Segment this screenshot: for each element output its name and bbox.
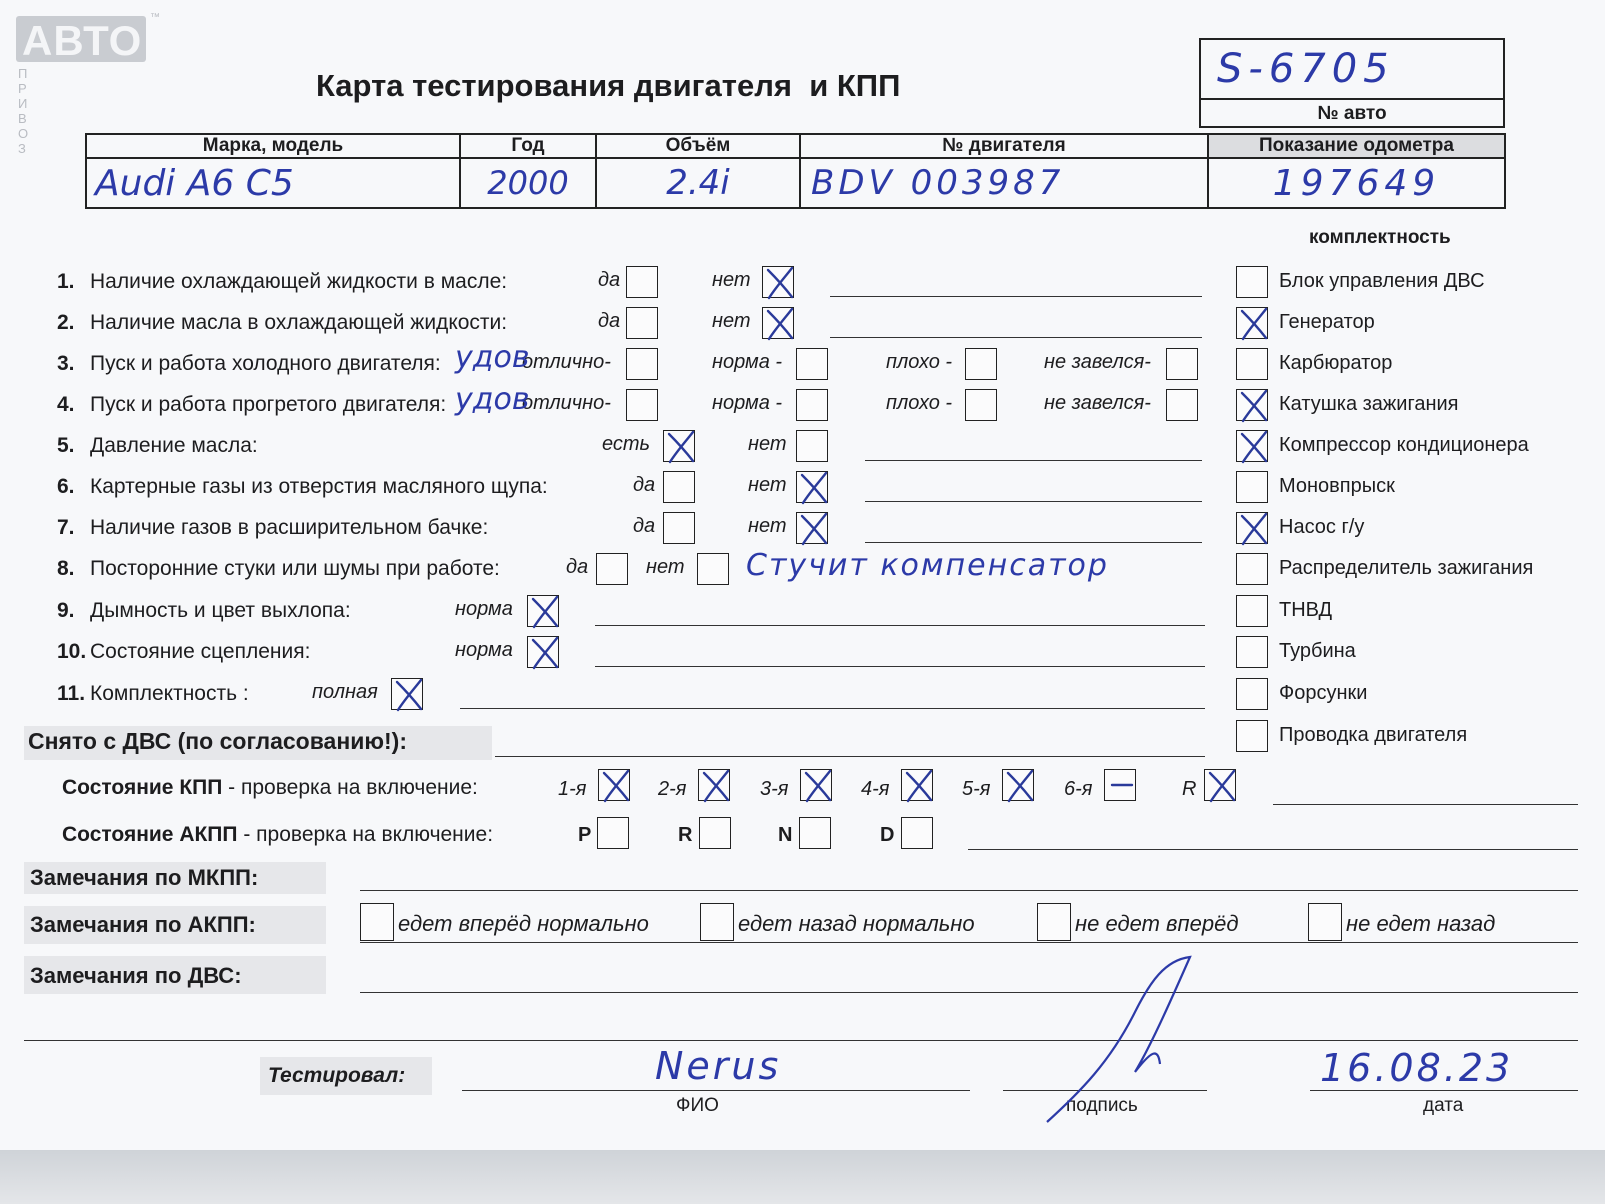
question-3-option-label: норма -	[712, 351, 783, 373]
question-2-comment-line	[830, 337, 1202, 338]
question-5-text: Давление масла:	[90, 434, 258, 457]
question-7-number: 7.	[57, 516, 75, 539]
question-3-option-label: отлично-	[522, 351, 611, 373]
question-1-option-checkbox[interactable]	[626, 266, 658, 298]
kit-checkbox[interactable]	[1236, 430, 1268, 462]
x-mark-icon	[761, 264, 799, 302]
kpp-gear-label: 3-я	[760, 778, 789, 800]
x-mark-icon	[1235, 305, 1273, 343]
x-mark-icon	[697, 767, 735, 805]
car-number-value: S-6705	[1217, 46, 1395, 92]
kpp-gear-label: 4-я	[861, 778, 890, 800]
question-3-number: 3.	[57, 352, 75, 375]
question-4-option-checkbox[interactable]	[965, 389, 997, 421]
kit-checkbox[interactable]	[1236, 266, 1268, 298]
kit-item-label: Катушка зажигания	[1279, 393, 1459, 415]
kit-checkbox[interactable]	[1236, 389, 1268, 421]
x-mark-icon	[390, 676, 428, 714]
kit-item-label: Генератор	[1279, 311, 1375, 333]
question-4-option-label: не завелся-	[1044, 392, 1151, 414]
question-1-text: Наличие охлаждающей жидкости в масле:	[90, 270, 508, 293]
kpp-gear-checkbox[interactable]	[901, 769, 933, 801]
question-3-option-checkbox[interactable]	[965, 348, 997, 380]
x-mark-icon	[795, 469, 833, 507]
kit-item-label: Распределитель зажигания	[1279, 557, 1534, 579]
x-mark-icon	[761, 305, 799, 343]
caption-date: дата	[1423, 1095, 1464, 1116]
question-4-option-label: норма -	[712, 392, 783, 414]
question-7-option-label: нет	[748, 515, 787, 537]
akpp-position-checkbox[interactable]	[597, 817, 629, 849]
question-1-comment-line	[830, 296, 1202, 297]
question-8-option-checkbox[interactable]	[596, 553, 628, 585]
make-model-value: Audi A6 C5	[86, 158, 460, 208]
question-4-number: 4.	[57, 393, 75, 416]
akpp-position-label: D	[880, 824, 895, 846]
x-mark-icon	[1203, 767, 1241, 805]
question-7-option-label: да	[633, 515, 656, 537]
question-5-option-label: нет	[748, 433, 787, 455]
kit-item-label: Моновпрыск	[1279, 475, 1395, 497]
question-9-comment-line	[595, 625, 1205, 626]
remarks-akpp-label: Замечания по АКПП:	[30, 912, 256, 937]
kpp-label: Состояние КПП - проверка на включение:	[62, 776, 478, 799]
question-11-option-checkbox[interactable]	[391, 678, 423, 710]
kit-item-label: Форсунки	[1279, 682, 1368, 704]
question-1-option-checkbox[interactable]	[762, 266, 794, 298]
question-5-option-checkbox[interactable]	[796, 430, 828, 462]
question-6-option-label: да	[633, 474, 656, 496]
test-card-sheet: АВТО ™ П Р И В О З Карта тестирования двигателя и КПП S-6705 № авто Марка, модель Год Объём № двигателя Показание одометра Audi A6 C5 2000 2.4i BDV 003987 197649 комплектность Снято с ДВС (по согласованию!): Состояние КПП - проверка на включение: Состояние АКПП - проверка на включение: Замечания по МКПП: Замечания по АКПП: Замечания по ДВС: Тестировал: Nerus ФИО подпись 16.08.23 дата 1. Наличие охлаждающей жидкости в масле: да нет 2. Наличие масла в охлаждающей жидкости: да нет 3. Пуск и работа холодного двигателя: отлично- норма - плохо - не завелся- 4. Пуск и работа прогретого двигателя: отлично- норма - плохо - не завелся- 5. Давление масла: есть нет 6. Картерные газы из отверстия масляного щупа: да нет 7. Наличие газов в расширительном бачке: да нет 8. Посторонние стуки или шумы при работе: да нет 9. Дымность и цвет выхлопа: норма 10. Состояние сцепления: норма 11. Комплектность : полная удов удов Стучит компенсатор Блок управления ДВС Генератор Карбюратор Катушка зажигания Компрессор кондиционера Моновпрыск Насос г/у Распределитель зажигания ТНВД Турбина Форсунки Проводка двигателя 1-я 2-я 3-я 4-я 5-я 6-я R P R N D едет вперёд нормально едет назад нормально не едет вперёд не едет назад	[0, 0, 1605, 1160]
x-mark-icon	[795, 510, 833, 548]
kit-item-label: Турбина	[1279, 640, 1356, 662]
question-5-comment-line	[865, 460, 1202, 461]
question-2-option-label: нет	[712, 310, 751, 332]
col-engine-number: № двигателя	[800, 134, 1208, 158]
x-mark-icon	[526, 593, 564, 631]
question-3-option-checkbox[interactable]	[1166, 348, 1198, 380]
question-3-handwritten-note: удов	[455, 340, 530, 375]
question-6-comment-line	[865, 501, 1202, 502]
question-9-option-checkbox[interactable]	[527, 595, 559, 627]
question-6-option-checkbox[interactable]	[796, 471, 828, 503]
question-3-option-label: не завелся-	[1044, 351, 1151, 373]
kit-title: комплектность	[1309, 227, 1451, 248]
kpp-gear-checkbox[interactable]	[1104, 769, 1136, 801]
question-5-option-label: есть	[602, 433, 651, 455]
car-number-label: № авто	[1317, 103, 1387, 124]
question-3-option-checkbox[interactable]	[626, 348, 658, 380]
kpp-gear-checkbox[interactable]	[698, 769, 730, 801]
akpp-label: Состояние АКПП - проверка на включение:	[62, 823, 494, 846]
question-2-option-checkbox[interactable]	[762, 307, 794, 339]
kit-checkbox[interactable]	[1236, 636, 1268, 668]
question-8-option-checkbox[interactable]	[697, 553, 729, 585]
question-4-option-checkbox[interactable]	[1166, 389, 1198, 421]
paper-shadow	[0, 1150, 1605, 1204]
akpp-position-label: N	[778, 824, 793, 846]
kit-item-label: ТНВД	[1279, 599, 1333, 621]
question-11-number: 11.	[57, 682, 86, 705]
x-mark-icon	[526, 634, 564, 672]
question-9-number: 9.	[57, 599, 75, 622]
kit-checkbox[interactable]	[1236, 720, 1268, 752]
question-3-option-label: плохо -	[886, 351, 953, 373]
x-mark-icon	[1235, 387, 1273, 425]
question-2-number: 2.	[57, 311, 75, 334]
question-6-text: Картерные газы из отверстия масляного щупа:	[90, 475, 548, 498]
question-4-handwritten-note: удов	[455, 382, 530, 417]
odometer-value: 197649	[1208, 158, 1505, 208]
question-10-option-checkbox[interactable]	[527, 636, 559, 668]
kit-checkbox[interactable]	[1236, 471, 1268, 503]
x-mark-icon	[597, 767, 635, 805]
engine-number-value: BDV 003987	[800, 158, 1208, 208]
question-11-text: Комплектность :	[90, 682, 249, 705]
question-8-text: Посторонние стуки или шумы при работе:	[90, 557, 500, 580]
question-2-text: Наличие масла в охлаждающей жидкости:	[90, 311, 508, 334]
akpp-remark-checkbox[interactable]	[360, 903, 394, 941]
col-volume: Объём	[596, 134, 800, 158]
kpp-gear-checkbox[interactable]	[1002, 769, 1034, 801]
kpp-gear-checkbox[interactable]	[1204, 769, 1236, 801]
tester-name: Nerus	[655, 1044, 782, 1088]
question-2-option-label: да	[598, 310, 621, 332]
vehicle-info-table	[85, 133, 1506, 209]
x-mark-icon	[662, 428, 700, 466]
akpp-remark-label: едет назад нормально	[738, 911, 975, 936]
kpp-gear-checkbox[interactable]	[598, 769, 630, 801]
caption-signature: подпись	[1066, 1095, 1138, 1116]
question-2-option-checkbox[interactable]	[626, 307, 658, 339]
dash-mark-icon	[1103, 767, 1141, 805]
question-1-option-label: нет	[712, 269, 751, 291]
question-5-option-checkbox[interactable]	[663, 430, 695, 462]
question-8-option-label: да	[566, 556, 589, 578]
question-9-text: Дымность и цвет выхлопа:	[90, 599, 351, 622]
question-10-option-label: норма	[455, 639, 513, 661]
akpp-remark-checkbox[interactable]	[700, 903, 734, 941]
kit-checkbox[interactable]	[1236, 512, 1268, 544]
question-8-option-label: нет	[646, 556, 685, 578]
akpp-position-checkbox[interactable]	[799, 817, 831, 849]
kit-item-label: Карбюратор	[1279, 352, 1393, 374]
volume-value: 2.4i	[596, 158, 800, 208]
caption-fio: ФИО	[676, 1095, 719, 1116]
question-9-option-label: норма	[455, 598, 513, 620]
x-mark-icon	[900, 767, 938, 805]
kpp-gear-label: 2-я	[658, 778, 687, 800]
question-4-option-label: отлично-	[522, 392, 611, 414]
kit-checkbox[interactable]	[1236, 307, 1268, 339]
question-10-number: 10.	[57, 640, 87, 663]
question-6-number: 6.	[57, 475, 75, 498]
signature-image	[1040, 952, 1210, 1132]
removed-label: Снято с ДВС (по согласованию!):	[28, 728, 407, 754]
x-mark-icon	[1001, 767, 1039, 805]
kpp-gear-checkbox[interactable]	[800, 769, 832, 801]
question-4-option-label: плохо -	[886, 392, 953, 414]
question-5-number: 5.	[57, 434, 75, 457]
kit-item-label: Насос г/у	[1279, 516, 1365, 538]
question-11-comment-line	[460, 708, 1205, 709]
car-number-box	[1199, 38, 1505, 128]
question-1-number: 1.	[57, 270, 75, 293]
question-10-comment-line	[595, 666, 1205, 667]
question-3-text: Пуск и работа холодного двигателя:	[90, 352, 441, 375]
kit-item-label: Проводка двигателя	[1279, 724, 1468, 746]
question-10-text: Состояние сцепления:	[90, 640, 311, 663]
akpp-position-checkbox[interactable]	[699, 817, 731, 849]
akpp-remark-label: не едет назад	[1346, 911, 1496, 936]
kpp-gear-label: 1-я	[558, 778, 587, 800]
question-8-number: 8.	[57, 557, 75, 580]
kpp-gear-label: 6-я	[1064, 778, 1093, 800]
akpp-position-label: P	[578, 824, 592, 846]
test-date: 16.08.23	[1320, 1046, 1514, 1090]
akpp-remark-checkbox[interactable]	[1308, 903, 1342, 941]
col-year: Год	[460, 134, 596, 158]
question-3-option-checkbox[interactable]	[796, 348, 828, 380]
question-7-comment-line	[865, 542, 1202, 543]
akpp-position-label: R	[678, 824, 693, 846]
x-mark-icon	[799, 767, 837, 805]
x-mark-icon	[1235, 428, 1273, 466]
kit-item-label: Компрессор кондиционера	[1279, 434, 1529, 456]
question-1-option-label: да	[598, 269, 621, 291]
kit-checkbox[interactable]	[1236, 678, 1268, 710]
question-4-option-checkbox[interactable]	[626, 389, 658, 421]
question-8-handwritten-note: Стучит компенсатор	[746, 548, 1109, 583]
kit-checkbox[interactable]	[1236, 348, 1268, 380]
question-4-text: Пуск и работа прогретого двигателя:	[90, 393, 447, 416]
kit-checkbox[interactable]	[1236, 553, 1268, 585]
question-7-option-checkbox[interactable]	[663, 512, 695, 544]
question-7-option-checkbox[interactable]	[796, 512, 828, 544]
tested-by-label: Тестировал:	[268, 1064, 406, 1087]
akpp-remark-checkbox[interactable]	[1037, 903, 1071, 941]
remarks-mkpp-label: Замечания по МКПП:	[30, 865, 259, 890]
kit-checkbox[interactable]	[1236, 595, 1268, 627]
question-7-text: Наличие газов в расширительном бачке:	[90, 516, 489, 539]
question-6-option-checkbox[interactable]	[663, 471, 695, 503]
kpp-gear-label: 5-я	[962, 778, 991, 800]
question-11-option-label: полная	[312, 681, 378, 703]
col-make-model: Марка, модель	[86, 134, 460, 158]
kpp-gear-label: R	[1182, 778, 1197, 800]
kit-item-label: Блок управления ДВС	[1279, 270, 1485, 292]
akpp-remark-label: не едет вперёд	[1075, 911, 1239, 936]
akpp-remark-label: едет вперёд нормально	[398, 911, 649, 936]
year-value: 2000	[460, 158, 596, 208]
akpp-position-checkbox[interactable]	[901, 817, 933, 849]
x-mark-icon	[1235, 510, 1273, 548]
remarks-dvs-label: Замечания по ДВС:	[30, 963, 242, 988]
question-4-option-checkbox[interactable]	[796, 389, 828, 421]
question-6-option-label: нет	[748, 474, 787, 496]
page-title: Карта тестирования двигателя и КПП	[316, 68, 901, 103]
col-odometer: Показание одометра	[1208, 134, 1505, 158]
